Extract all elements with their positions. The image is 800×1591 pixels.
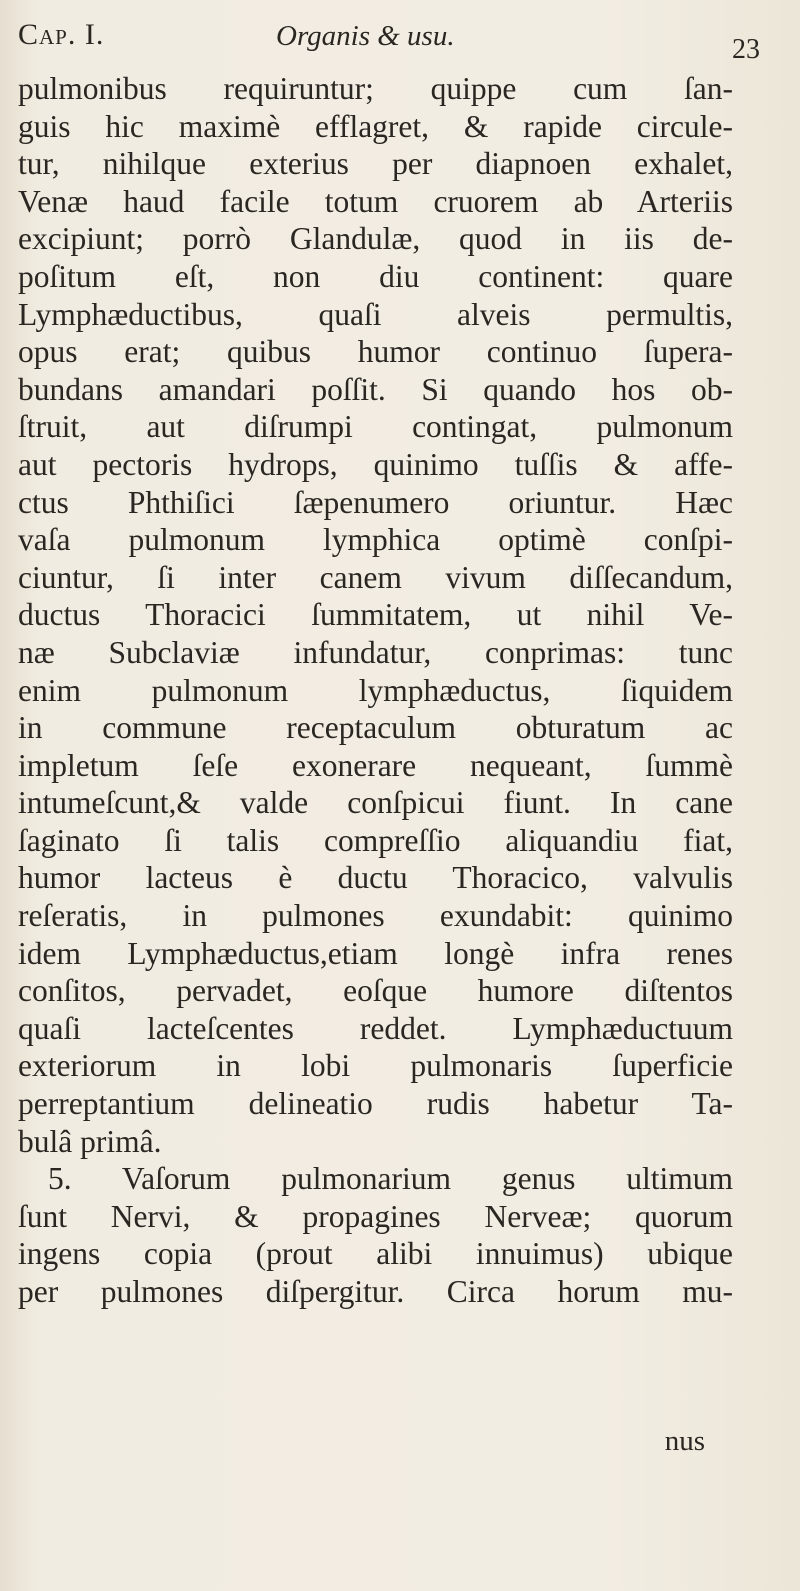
text-line: ſunt Nervi, & propagines Nerveæ; quorum xyxy=(18,1198,733,1234)
running-head xyxy=(18,14,760,65)
text-line: idem Lymphæductus,etiam longè infra renes xyxy=(18,935,733,971)
text-line: quaſi lacteſcentes reddet. Lymphæductuum xyxy=(18,1010,733,1046)
text-line: humor lacteus è ductu Thoracico, valvulis xyxy=(18,860,733,896)
text-line: impletum ſeſe exonerare nequeant, ſummè xyxy=(18,747,733,783)
text-line: poſitum eſt, non diu continent: quare xyxy=(18,258,733,294)
text-line: næ Subclaviæ infundatur, conprimas: tunc xyxy=(18,634,733,670)
paragraph-start-line: 5. Vaſorum pulmonarium genus ultimum xyxy=(48,1161,733,1197)
text-line: perreptantium delineatio rudis habetur Ta- xyxy=(18,1086,733,1122)
text-line: guis hic maximè efflagret, & rapide circule- xyxy=(18,108,733,144)
text-line: vaſa pulmonum lymphica optimè conſpi- xyxy=(18,522,733,558)
text-line: ctus Phthiſici ſæpenumero oriuntur. Hæc xyxy=(18,484,733,520)
text-line: intumeſcunt,& valde conſpicui fiunt. In cane xyxy=(18,785,733,821)
text-line: bundans amandari poſſit. Si quando hos ob- xyxy=(18,371,733,407)
text-line: pulmonibus requiruntur; quippe cum ſan- xyxy=(18,71,733,106)
text-line: per pulmones diſpergitur. Circa horum mu- xyxy=(18,1274,733,1309)
text-line: bulâ primâ. xyxy=(18,1123,162,1159)
body-text xyxy=(18,70,733,1311)
chapter-label: Cap. I. xyxy=(18,18,105,51)
running-title: Organis & usu. xyxy=(276,20,455,52)
text-line: ſaginato ſi talis compreſſio aliquandiu fiat, xyxy=(18,822,733,858)
text-line: ſtruit, aut diſrumpi contingat, pulmonum xyxy=(18,409,733,445)
text-line: aut pectoris hydrops, quinimo tuſſis & affe- xyxy=(18,446,733,482)
text-line: exteriorum in lobi pulmonaris ſuperficie xyxy=(18,1048,733,1084)
text-line: tur, nihilque exterius per diapnoen exhalet, xyxy=(18,146,733,182)
text-line: reſeratis, in pulmones exundabit: quinimo xyxy=(18,898,733,934)
text-line: ductus Thoracici ſummitatem, ut nihil Ve- xyxy=(18,597,733,633)
text-line: excipiunt; porrò Glandulæ, quod in iis de- xyxy=(18,221,733,257)
text-line: enim pulmonum lymphæductus, ſiquidem xyxy=(18,672,733,708)
page-number: 23 xyxy=(732,34,760,65)
catchword: nus xyxy=(664,1425,705,1457)
text-line: conſitos, pervadet, eoſque humore diſtentos xyxy=(18,973,733,1009)
text-line: opus erat; quibus humor continuo ſupera- xyxy=(18,334,733,370)
text-line: ingens copia (prout alibi innuimus) ubique xyxy=(18,1236,733,1272)
text-line: ciuntur, ſi inter canem vivum diſſecandum, xyxy=(18,559,733,595)
text-line: in commune receptaculum obturatum ac xyxy=(18,710,733,746)
text-line: Venæ haud facile totum cruorem ab Arteriis xyxy=(18,183,733,219)
text-line: Lymphæductibus, quaſi alveis permultis, xyxy=(18,296,733,332)
